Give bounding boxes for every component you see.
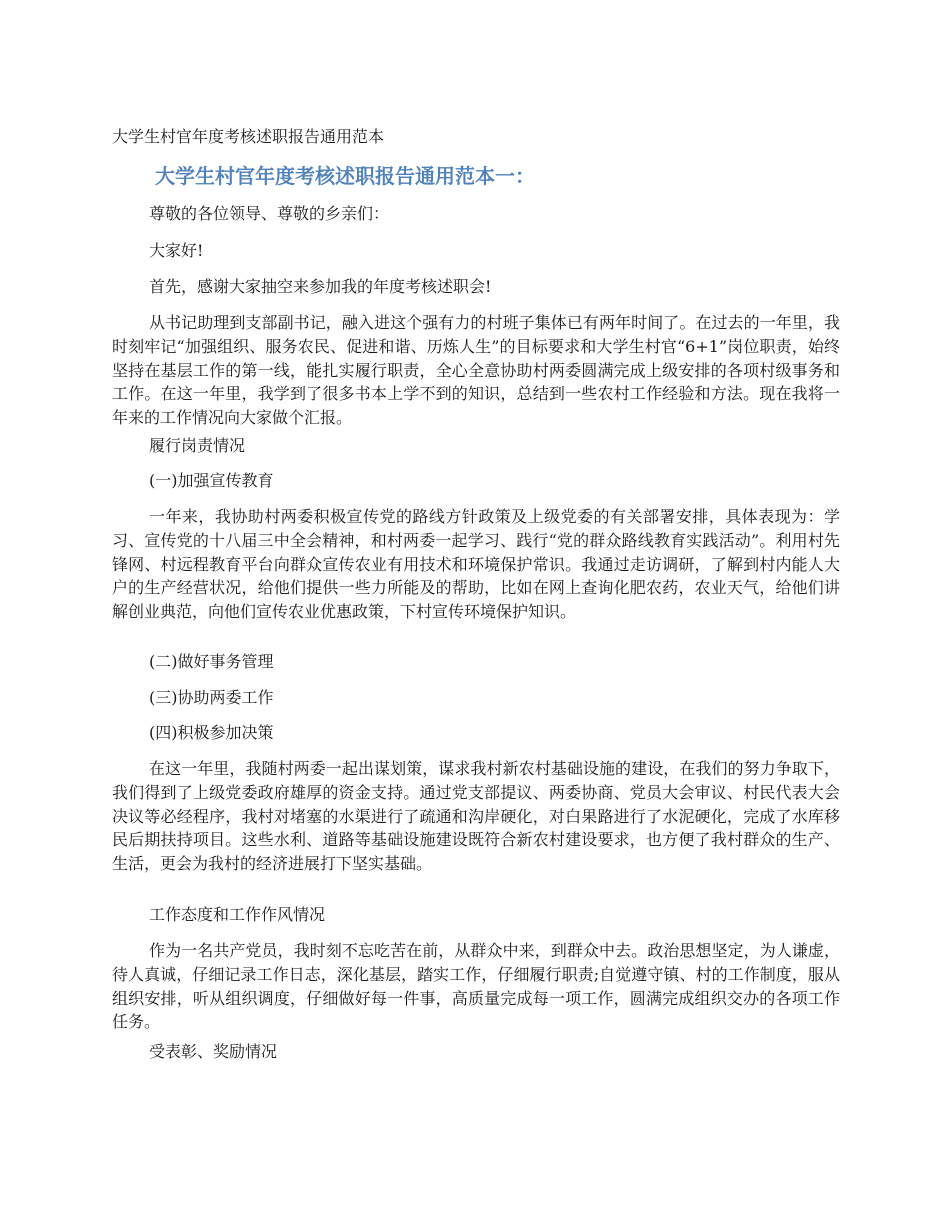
item-assist-title: (三)协助两委工作 [149, 688, 274, 707]
thanks-line: 首先，感谢大家抽空来参加我的年度考核述职会! [149, 277, 492, 296]
document-title: 大学生村官年度考核述职报告通用范本 [112, 127, 385, 146]
attitude-section-title: 工作态度和工作作风情况 [149, 905, 326, 924]
publicity-paragraph: 一年来，我协助村两委积极宣传党的路线方针政策及上级党委的有关部署安排，具体表现为：学习、宣传党的十八届三中全会精神，和村两委一起学习、践行“党的群众路线教育实践活动”。利用村先锋网、村远程教育平台向群众宣传农业有用技术和环境保护常识。我通过走访调研，了解到村内能人大户的生产经营状况，给他们提供一些力所能及的帮助，比如在网上查询化肥农药，农业天气，给他们讲解创业典范，向他们宣传农业优惠政策，下村宣传环境保护知识。 [112, 507, 840, 622]
item-affairs-title: (二)做好事务管理 [149, 652, 274, 671]
hello-line: 大家好! [149, 241, 204, 260]
item-decision-title: (四)积极参加决策 [149, 723, 274, 742]
item-publicity-title: (一)加强宣传教育 [149, 471, 274, 490]
attitude-paragraph: 作为一名共产党员，我时刻不忘吃苦在前，从群众中来，到群众中去。政治思想坚定，为人谦虚，待人真诚，仔细记录工作日志，深化基层，踏实工作，仔细履行职责;自觉遵守镇、村的工作制度，服从组织安排，听从组织调度，仔细做好每一件事，高质量完成每一项工作，圆满完成组织交办的各项工作任务。 [112, 941, 840, 1032]
section-heading: 大学生村官年度考核述职报告通用范本一： [155, 164, 535, 188]
decision-paragraph: 在这一年里，我随村两委一起出谋划策，谋求我村新农村基础设施的建设，在我们的努力争取下，我们得到了上级党委政府雄厚的资金支持。通过党支部提议、两委协商、党员大会审议、村民代表大会决议等必经程序，我村对堵塞的水渠进行了疏通和沟岸硬化，对白果路进行了水泥硬化，完成了水库移民后期扶持项目。这些水利、道路等基础设施建设既符合新农村建设要求，也方便了我村群众的生产、生活，更会为我村的经济进展打下坚实基础。 [112, 759, 840, 874]
duty-section-title: 履行岗责情况 [149, 436, 246, 455]
greeting-line: 尊敬的各位领导、尊敬的乡亲们： [149, 204, 390, 223]
intro-paragraph: 从书记助理到支部副书记，融入进这个强有力的村班子集体已有两年时间了。在过去的一年里，我时刻牢记“加强组织、服务农民、促进和谐、历炼人生”的目标要求和大学生村官“6+1”岗位职责，始终坚持在基层工作的第一线，能扎实履行职责，全心全意协助村两委圆满完成上级安排的各项村级事务和工作。在这一年里，我学到了很多书本上学不到的知识，总结到一些农村工作经验和方法。现在我将一年来的工作情况向大家做个汇报。 [112, 313, 840, 428]
awards-section-title: 受表彰、奖励情况 [149, 1042, 278, 1061]
